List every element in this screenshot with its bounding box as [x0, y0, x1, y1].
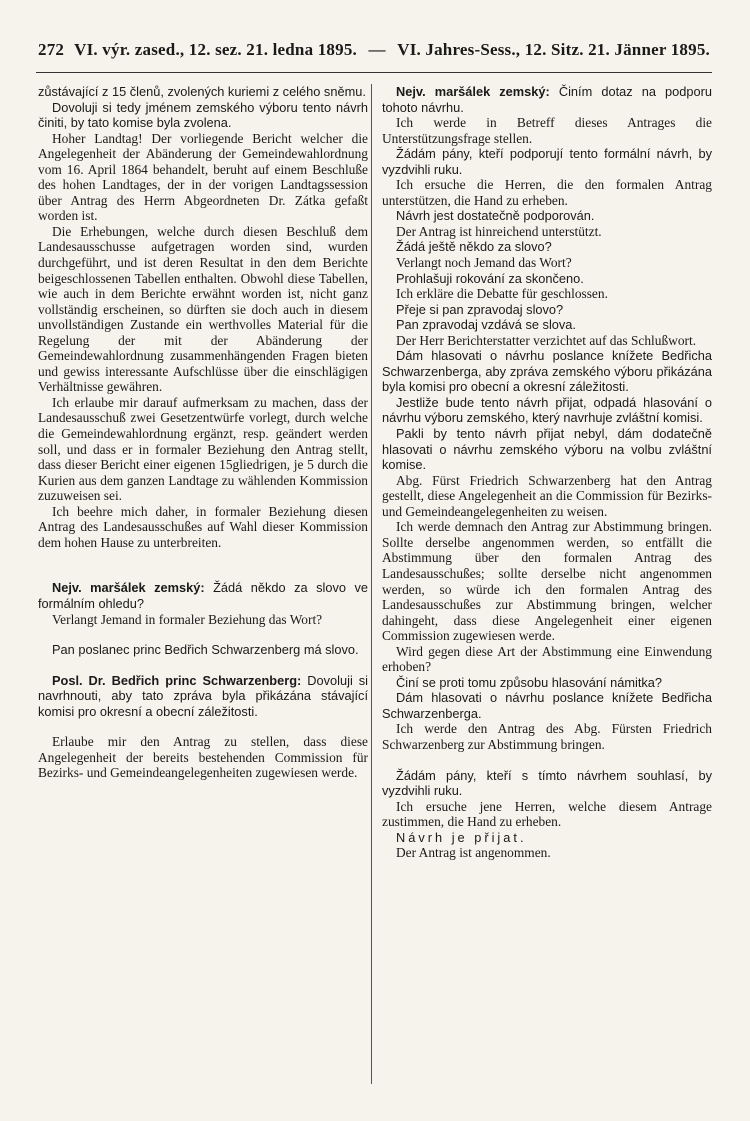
- paragraph: [382, 224, 712, 240]
- paragraph-text: Žádá ještě někdo za slovo?: [396, 239, 552, 255]
- paragraph: [382, 333, 712, 349]
- paragraph-spacer: [38, 719, 368, 734]
- left-column: [38, 84, 368, 781]
- paragraph-text: Der Herr Berichterstatter verzichtet auf das Schlußwort.: [396, 332, 697, 348]
- paragraph: [382, 426, 712, 473]
- paragraph-text: Žádá někdo za slovo ve formálním ohledu?: [38, 580, 368, 611]
- header-german-title: VI. Jahres-Sess., 12. Sitz. 21. Jänner 1895.: [397, 40, 710, 59]
- paragraph-text: Přeje si pan zpravodaj slovo?: [396, 301, 564, 317]
- paragraph: [382, 768, 712, 799]
- speaker-name: Posl. Dr. Bedřich princ Schwarzenberg:: [52, 672, 302, 688]
- paragraph-text: Žádám pány, kteří s tímto návrhem souhlasí, by vyzdvihli ruku.: [382, 767, 712, 799]
- paragraph-text: Žádám pány, kteří podporují tento formální návrh, by vyzdvihli ruku.: [382, 146, 712, 177]
- paragraph-text: zůstávající z 15 členů, zvolených kuriemi z celého sněmu.: [38, 84, 366, 99]
- paragraph: [382, 84, 712, 115]
- paragraph: [382, 286, 712, 302]
- paragraph: [382, 395, 712, 426]
- paragraph: [382, 239, 712, 255]
- paragraph: [382, 255, 712, 271]
- header-czech-title: VI. výr. zased., 12. sez. 21. ledna 1895.: [74, 40, 357, 59]
- paragraph: [382, 317, 712, 333]
- paragraph-text: Dovoluji si navrhnouti, aby tato zpráva byla přikázána stávající komisi pro okresní a obecní záležitosti.: [38, 672, 368, 719]
- paragraph-text: Jestliže bude tento návrh přijat, odpadá hlasování o návrhu výboru zemského, který navrhuje zvláštní komisi.: [382, 394, 712, 426]
- paragraph: [38, 504, 368, 551]
- header-rule: [36, 72, 712, 73]
- column-divider: [371, 84, 372, 1084]
- paragraph: [382, 115, 712, 146]
- paragraph-text: Die Erhebungen, welche durch diesen Beschluß dem Landesausschusse aufgetragen worden sind, wurden durchgeführt, und ist deren Resultat in den dem Berichte beigeschlossenen Tabellen enthalten. Obwohl diese Tabellen, wie auch in dem Berichte erwähnt worden ist, nicht ganz vollständig erscheinen, so dürften sie doch auch in diesem unvollständigen Zustande ein werthvolles Material für die Regelung der mit der Abänderung der Gemeindewahlordnung zusammenhängenden Fragen bieten und gewiss interessante Aufschlüsse über die einschlägigen Verhältnisse gewähren.: [38, 223, 368, 395]
- paragraph-text: Dám hlasovati o návrhu poslance knížete Bedřicha Schwarzenberga, aby zpráva zemského výboru přikázána byla komisi pro obecní a okresní záležitosti.: [382, 348, 712, 395]
- paragraph: [382, 799, 712, 830]
- paragraph-text: Návrh je přijat.: [396, 829, 527, 845]
- paragraph-text: Činí se proti tomu způsobu hlasování námitka?: [396, 674, 663, 690]
- running-header: [38, 40, 710, 60]
- paragraph-text: Dám hlasovati o návrhu poslance knížete Bedřicha Schwarzenberga.: [382, 690, 712, 721]
- paragraph: [38, 580, 368, 611]
- paragraph: [382, 473, 712, 520]
- paragraph: [382, 208, 712, 224]
- paragraph-text: Pan zpravodaj vzdává se slova.: [396, 317, 576, 333]
- paragraph: [382, 519, 712, 643]
- paragraph: [382, 845, 712, 861]
- paragraph-text: Ich ersuche die Herren, die den formalen Antrag unterstützen, die Hand zu erheben.: [382, 177, 712, 208]
- paragraph-spacer: [38, 627, 368, 642]
- paragraph-spacer: [382, 753, 712, 768]
- paragraph-text: Činím dotaz na podporu tohoto návrhu.: [382, 84, 712, 115]
- paragraph: [382, 146, 712, 177]
- paragraph-text: Abg. Fürst Friedrich Schwarzenberg hat den Antrag gestellt, diese Angelegenheit an die Commission für Bezirks- und Gemeindeangelegenheiten zu weisen.: [382, 472, 712, 519]
- paragraph: [382, 302, 712, 318]
- speaker-name: Nejv. maršálek zemský:: [396, 84, 550, 99]
- paragraph-text: Pan poslanec princ Bedřich Schwarzenberg má slovo.: [52, 642, 359, 658]
- paragraph-spacer: [38, 565, 368, 580]
- paragraph-text: Hoher Landtag! Der vorliegende Bericht welcher die Angelegenheit der Abänderung der Gemeindewahlordnung vom 16. April 1864 behandelt, beruht auf einem Beschluße des hohen Landtages, der in der vorigen Landtagssession über Antrag des Herrn Abgeordneten Dr. Zátka gefaßt worden ist.: [38, 130, 368, 224]
- paragraph: [382, 690, 712, 721]
- paragraph: [38, 612, 368, 628]
- paragraph-spacer: [38, 658, 368, 673]
- paragraph-text: Ich ersuche jene Herren, welche diesem Antrage zustimmen, die Hand zu erheben.: [382, 798, 712, 830]
- paragraph-text: Verlangt Jemand in formaler Beziehung das Wort?: [52, 611, 323, 627]
- paragraph-text: Der Antrag ist angenommen.: [396, 845, 551, 861]
- paragraph-text: Návrh jest dostatečně podporován.: [396, 208, 595, 224]
- paragraph-text: Ich erkläre die Debatte für geschlossen.: [396, 286, 608, 302]
- paragraph-text: Ich beehre mich daher, in formaler Beziehung diesen Antrag des Landesausschußes auf Wahl dieser Kommission dem hohen Hause zu unterbreiten.: [38, 503, 368, 550]
- paragraph-text: Ich werde demnach den Antrag zur Abstimmung bringen. Sollte derselbe angenommen werden, so entfällt die Abstimmung über den formalen Antrag des Landesausschußes; sollte derselbe nicht angenommen werden, so würde ich den formalen Antrag des Landesausschußes zur Abstimmung bringen, welcher dahingeht, dass diese Angelegenheit einer eigenen Commission zugewiesen werde.: [382, 519, 712, 644]
- paragraph-text: Prohlašuji rokování za skončeno.: [396, 270, 584, 286]
- header-left: [38, 40, 357, 60]
- paragraph: [382, 830, 712, 846]
- paragraph: [382, 348, 712, 395]
- page-number: 272: [38, 40, 65, 59]
- paragraph: [38, 395, 368, 504]
- paragraph: [38, 100, 368, 131]
- paragraph: [38, 642, 368, 658]
- paragraph: [382, 644, 712, 675]
- paragraph: [38, 84, 368, 100]
- paragraph-text: Der Antrag ist hinreichend unterstützt.: [396, 223, 602, 239]
- paragraph-spacer: [38, 550, 368, 565]
- paragraph: [38, 131, 368, 224]
- paragraph-text: Verlangt noch Jemand das Wort?: [396, 255, 572, 271]
- paragraph: [382, 721, 712, 752]
- paragraph: [382, 271, 712, 287]
- paragraph-text: Ich werde den Antrag des Abg. Fürsten Friedrich Schwarzenberg zur Abstimmung bringen.: [382, 721, 712, 752]
- paragraph: [382, 675, 712, 691]
- right-column: [382, 84, 712, 861]
- paragraph-text: Pakli by tento návrh přijat nebyl, dám dodatečně hlasovati o návrhu zemského výboru na volbu zvláštní komise.: [382, 426, 712, 473]
- paragraph: [38, 673, 368, 720]
- paragraph-text: Erlaube mir den Antrag zu stellen, dass diese Angelegenheit der bereits bestehenden Commission für Bezirks- und Gemeindeangelegenheiten zugewiesen werde.: [38, 734, 368, 781]
- paragraph: [38, 224, 368, 395]
- speaker-name: Nejv. maršálek zemský:: [52, 580, 205, 596]
- paragraph-text: Ich erlaube mir darauf aufmerksam zu machen, dass der Landesausschuß zwei Gesetzentwürfe vorlegt, durch welche die Gemeindewahlordnung ergänzt, resp. geändert werden soll, und dass er in formaler Beziehung den Antrag stellt, dass dieser Bericht einer eigenen 15gliedrigen, je 5 durch die Kurien aus dem ganzen Landtage zu wählenden Kommission zuzuweisen sei.: [38, 394, 368, 504]
- paragraph: [382, 177, 712, 208]
- header-dash: —: [368, 40, 386, 59]
- paragraph: [38, 734, 368, 781]
- paragraph-text: Dovoluji si tedy jménem zemského výboru tento návrh činiti, by tato komise byla zvolena.: [38, 99, 368, 131]
- paragraph-text: Wird gegen diese Art der Abstimmung eine Einwendung erhoben?: [382, 643, 712, 675]
- paragraph-text: Ich werde in Betreff dieses Antrages die Unterstützungsfrage stellen.: [382, 115, 712, 146]
